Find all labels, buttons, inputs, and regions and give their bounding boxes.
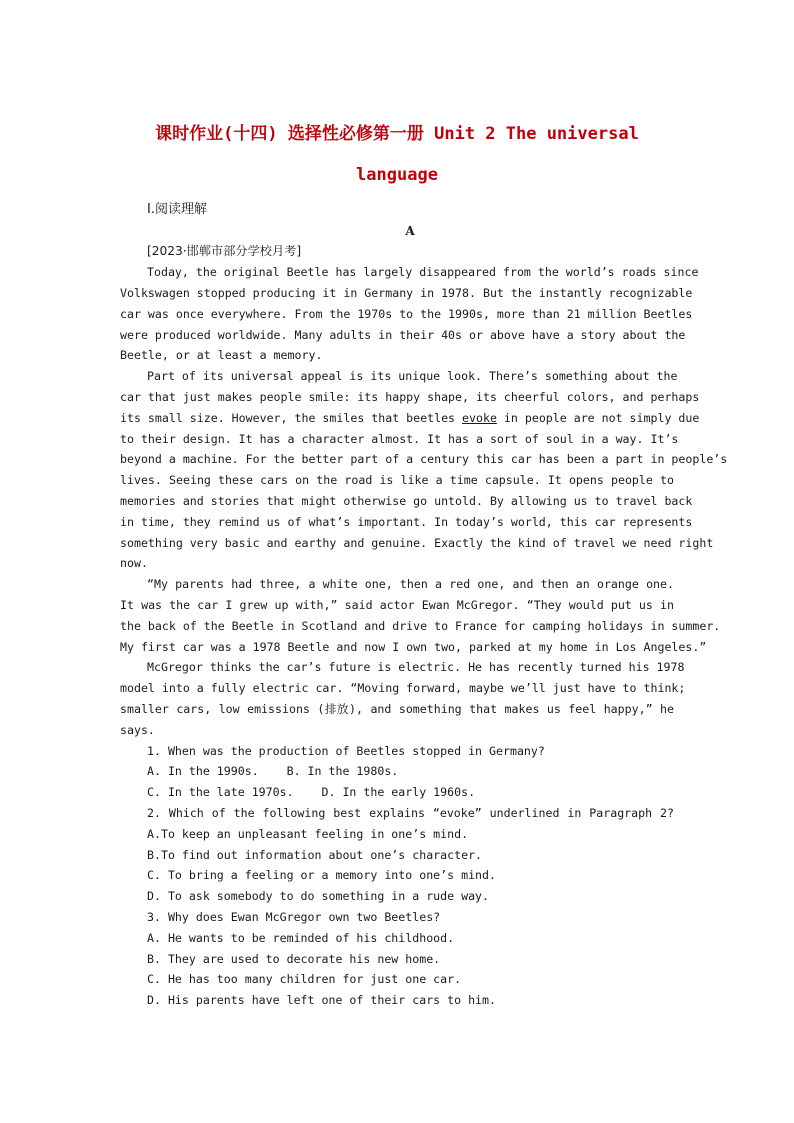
paragraph-2-line: car that just makes people smile: its happy shape, its cheerful colors, and perhaps	[120, 390, 700, 404]
page-title-line-1: 课时作业(十四) 选择性必修第一册 Unit 2 The universal	[155, 124, 639, 144]
paragraph-2-line: now.	[120, 556, 148, 570]
passage-source: [2023·邯郸市部分学校月考]	[147, 244, 302, 258]
paragraph-2-line: memories and stories that might otherwise go untold. By allowing us to travel back	[120, 494, 693, 508]
question-3-stem: 3. Why does Ewan McGregor own two Beetles?	[147, 910, 441, 924]
paragraph-4-line: McGregor thinks the car’s future is electric. He has recently turned his 1978	[147, 660, 685, 674]
question-2-option-c: C. To bring a feeling or a memory into one’s mind.	[147, 868, 497, 882]
question-1-stem: 1. When was the production of Beetles stopped in Germany?	[147, 744, 545, 758]
paragraph-2-text: in people are not simply due	[496, 411, 700, 425]
question-2-stem: 2. Which of the following best explains “evoke” underlined in Paragraph 2?	[147, 806, 674, 820]
question-3-option-a: A. He wants to be reminded of his childhood.	[147, 931, 455, 945]
paragraph-3-line: My first car was a 1978 Beetle and now I own two, parked at my home in Los Angeles.”	[120, 640, 707, 654]
question-3-option-c: C. He has too many children for just one car.	[147, 972, 462, 986]
paragraph-2-line: something very basic and earthy and genuine. Exactly the kind of travel we need right	[120, 536, 714, 550]
paragraph-2-line: beyond a machine. For the better part of a century this car has been a part in people’s	[120, 452, 728, 466]
paragraph-2-line: lives. Seeing these cars on the road is like a time capsule. It opens people to	[120, 473, 674, 487]
paragraph-3-line: It was the car I grew up with,” said actor Ewan McGregor. “They would put us in	[120, 598, 674, 612]
paragraph-1-line: Volkswagen stopped producing it in Germany in 1978. But the instantly recognizable	[120, 286, 693, 300]
question-2-option-d: D. To ask somebody to do something in a rude way.	[147, 889, 490, 903]
section-heading: Ⅰ.阅读理解	[147, 202, 207, 217]
paragraph-1-line: Today, the original Beetle has largely disappeared from the world’s roads since	[147, 265, 699, 279]
page-title-line-2: language	[356, 165, 438, 185]
paragraph-4-line: says.	[120, 723, 155, 737]
question-3-option-b: B. They are used to decorate his new home.	[147, 952, 441, 966]
paragraph-2-text: its small size. However, the smiles that beetles	[120, 411, 463, 425]
question-1-options-ab: A. In the 1990s. B. In the 1980s.	[147, 764, 399, 778]
paragraph-3-line: “My parents had three, a white one, then a red one, and then an orange one.	[147, 577, 674, 591]
paragraph-2-line: in time, they remind us of what’s important. In today’s world, this car represents	[120, 515, 693, 529]
paragraph-2-line	[120, 408, 700, 429]
paragraph-1-line: car was once everywhere. From the 1970s to the 1990s, more than 21 million Beetles	[120, 307, 693, 321]
question-2-option-b: B.To find out information about one’s character.	[147, 848, 483, 862]
paragraph-1-line: Beetle, or at least a memory.	[120, 348, 323, 362]
paragraph-2-line: Part of its universal appeal is its unique look. There’s something about the	[147, 369, 678, 383]
underlined-word-evoke: evoke	[462, 411, 497, 425]
question-2-option-a: A.To keep an unpleasant feeling in one’s mind.	[147, 827, 469, 841]
paragraph-2-line: to their design. It has a character almost. It has a sort of soul in a way. It’s	[120, 432, 679, 446]
paragraph-3-line: the back of the Beetle in Scotland and drive to France for camping holidays in summer.	[120, 619, 721, 633]
passage-letter: A	[405, 224, 415, 238]
question-1-options-cd: C. In the late 1970s. D. In the early 1960s.	[147, 785, 476, 799]
paragraph-4-line: smaller cars, low emissions (排放), and something that makes us feel happy,” he	[120, 702, 674, 716]
paragraph-1-line: were produced worldwide. Many adults in their 40s or above have a story about the	[120, 328, 686, 342]
question-3-option-d: D. His parents have left one of their cars to him.	[147, 993, 497, 1007]
paragraph-4-line: model into a fully electric car. “Moving forward, maybe we’ll just have to think;	[120, 681, 686, 695]
